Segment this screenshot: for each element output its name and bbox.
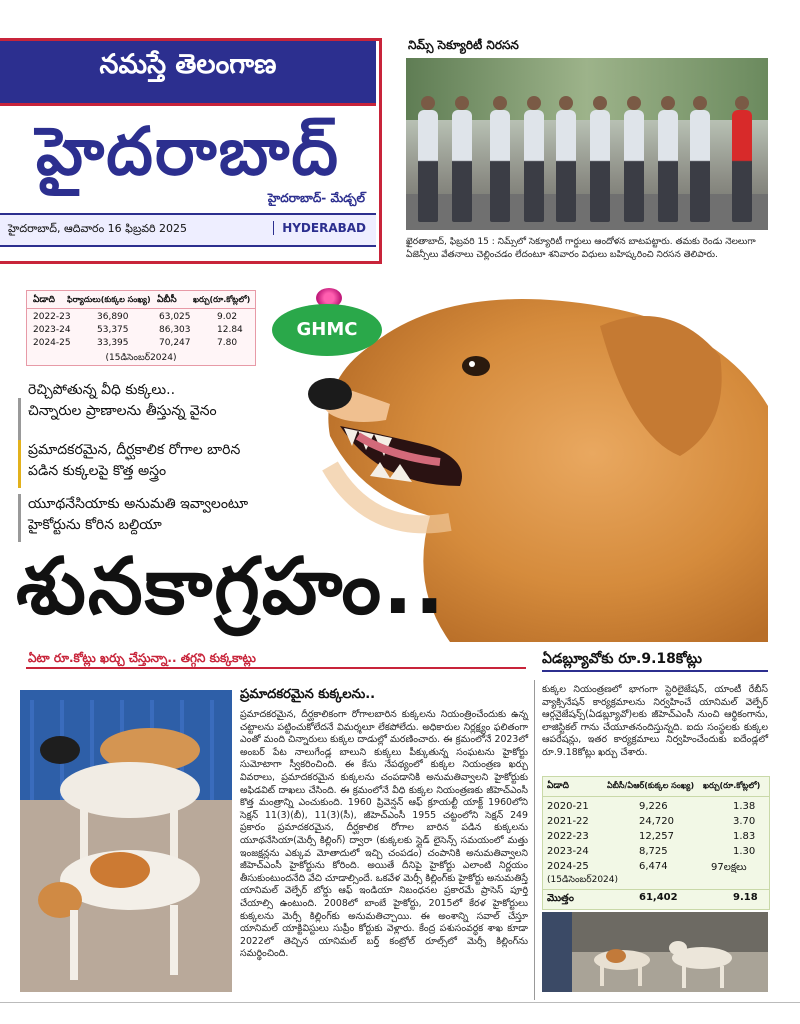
table-note: (15డిసెంబర్2024)	[105, 353, 177, 363]
table-row	[33, 325, 249, 337]
bullet-line: రెచ్చిపోతున్న వీధి కుక్కలు..	[28, 382, 176, 398]
table-cell: 9.02	[217, 312, 238, 322]
table-cell: 97లక్షలు	[711, 862, 747, 873]
table-cell: 70,247	[159, 338, 191, 348]
top-photo-caption: ఖైరతాబాద్, ఫిబ్రవరి 15 : నిమ్స్‌లో సెక్యూరిటీ గార్డులు ఆందోళన బాటపట్టారు. తమకు రెండు నెలలుగా ఏజెన్సీలు వేతనాలు చెల్లించడం లేదంటూ శనివారం విధులు బహిష్కరించి నిరసన తెలిపారు.	[406, 237, 756, 260]
table-cell: 9,226	[639, 801, 668, 812]
table-header-cell: ఏబీసీ	[157, 295, 177, 305]
table-cell: 2024-25	[547, 861, 589, 872]
table-cell: 36,890	[97, 312, 129, 322]
table-cell: 33,395	[97, 338, 129, 348]
date-line: హైదరాబాద్, ఆదివారం 16 ఫిబ్రవరి 2025	[8, 222, 188, 235]
ghmc-logo: GHMC	[272, 304, 382, 356]
table-cell: 2022-23	[547, 831, 589, 842]
main-headline: శునకాగ్రహం..	[16, 542, 447, 632]
bullet-line: చిన్నారుల ప్రాణాలను తీస్తున్న వైనం	[28, 403, 217, 419]
table-row	[33, 312, 249, 324]
region-label: హైదరాబాద్- మేడ్చల్	[267, 191, 365, 205]
right-subheadline: ఏడబ్ల్యూవోకు రూ.9.18కోట్లు	[542, 651, 702, 667]
table-cell: 2024-25	[33, 338, 71, 348]
column-divider	[534, 680, 535, 1000]
bullet-bar	[18, 398, 21, 444]
table-cell: 86,303	[159, 325, 191, 335]
top-photo-title: నిమ్స్ సెక్యూరిటీ నిరసన	[408, 38, 519, 52]
bullet-point-3	[28, 494, 264, 536]
table-cell: 2021-22	[547, 816, 589, 827]
table-header-cell: ఏడాది	[547, 781, 569, 791]
bullet-bar	[18, 494, 21, 542]
table-row	[33, 338, 249, 350]
table-cell: 6,474	[639, 861, 668, 872]
table-cell: 1.38	[733, 801, 756, 812]
table-header-cell: ఖర్చు(రూ.కోట్లలో)	[193, 295, 251, 304]
table-cell: 2023-24	[33, 325, 71, 335]
table-cell: 12.84	[217, 325, 243, 335]
table-header-cell: ఏబీసీ/ఏఆర్(కుక్కల సంఖ్య)	[607, 781, 695, 790]
bullet-line: పడిన కుక్కలపై కొత్త అస్త్రం	[28, 463, 167, 479]
table-row	[547, 861, 767, 875]
table-header-cell: ఏడాది	[33, 295, 55, 305]
city-title: హైదరాబాద్	[36, 113, 340, 190]
table-cell: మొత్తం	[547, 893, 574, 904]
table-cell: 3.70	[733, 816, 756, 827]
paper-name: నమస్తే తెలంగాణ	[99, 49, 277, 80]
awo-expense-table	[542, 776, 770, 910]
street-dogs-photo	[542, 912, 768, 992]
table-cell: 2022-23	[33, 312, 71, 322]
table-cell: 1.83	[733, 831, 756, 842]
bullet-bar	[18, 440, 21, 488]
article-body: ప్రమాదకరమైన, దీర్ఘకాలికంగా రోగాలబారిన కుక్కలను నియంత్రించేందుకు ఉన్న చట్టాలను పట్టించుకోలేదనే విమర్శలూ లేకపోలేదు. అధికారుల నిర్లక్ష్యం ఫలితంగా ఎంతో మంది చిన్నారులు కుక్కల దాడుల్లో మరణించారు. ఈ క్రమంలోనే 2023లో అంబర్ పేట నాలుగేండ్ల బాలుని కుక్కలు పీక్కుతున్న సంఘటను హైకోర్టు సుమోటాగా స్వీకరించింది. ఈ కేసు నేపథ్యంలో కుక్కల నియంత్రణ ఖర్చు వివరాలు, ప్రమాదకరమైన కుక్కలను చంపడానికి అనుమతివ్వాలని హైకోర్టుకు అఫిడవిట్ దాఖలు చేసింది. ఈ క్రమంలోనే వీధి కుక్కల నియంత్రణకు జీహెచ్ఎంసీ కొత్త మంత్రాన్ని ఎంచుకుంది. 1960 ప్రివెన్షన్ ఆఫ్ క్రూయల్టీ యాక్ట్ 1960లోని సెక్షన్ 11(3)(బీ), 11(3)(సీ), జీహెచ్ఎంసీ 1955 చట్టంలోని సెక్షన్ 249 ప్రకారం ప్రమాదకరమైన, దీర్ఘకాలిక రోగాల బారిన పడిన కుక్కలను యూథనేసియా(మెర్సీ కిల్లింగ్) ద్వారా (కుక్కలకు స్లైడ్ లైసెన్స్ సమయంలో మత్తు ఇంజక్షన్లను ఎక్కువ మోతాదులో ఇచ్చి చంపడం) చంపానికి అనుమతివ్వాలని జీహెచ్ఎంసీ హైకోర్టును కోరింది. అయితే దీనిపై హైకోర్టు ఎలాంటి నిర్ణయం తీసుకుంటుందనేది వేచి చూడాల్సిందే. ఒకవేళ మెర్సీ కిల్లింగ్‌కు హైకోర్టు అనుమతిస్తే యానిమల్ వెల్ఫేర్ బోర్డు ఆఫ్ ఇండియా నిబంధనల ప్రకారమే ప్రాసెస్ పూర్తి చేయాల్సి ఉంటుంది. 2008లో బాంబే హైకోర్టు, 2015లో కేరళ హైకోర్టులు కుక్కలను మెర్సీ కిల్లింగ్‌కు అనుమతిచ్చాయి. ఈ అంశాన్ని సవాల్ చేస్తూ యానిమల్ యాక్టివిస్టులు సుప్రీం కోర్టుకు వెళ్లారు. కేంద్ర పశుసంవర్ధక శాఖ కూడా 2022లో తెచ్చిన యానిమల్ బర్త్ కంట్రోల్ రూల్స్‌లో మెర్సీ కిల్లింగ్‌ను సమర్థించింది.	[240, 709, 528, 960]
right-column-text: కుక్కల నియంత్రణలో భాగంగా స్టెరిలైజేషన్, యాంటీ రేబీస్ వ్యాక్సినేషన్ కార్యక్రమాలను నిర్వహించే యానిమల్ వెల్ఫేర్ ఆర్గనైజేషన్స్(ఏడబ్ల్యూవో)లకు జీహెచ్ఎంసీ నుంచి ఆర్థికంగాను, లాజిస్టికల్ గాను చేయూతనందిస్తున్నది. ఐదు సంస్థలకు కుక్కల ఆపరేషన్లు, ఇతర కార్యక్రమాలు నిర్వహించేందుకు ఐదేండ్లలో రూ.9.18కోట్లు ఖర్చు చేశారు.	[542, 684, 768, 758]
dog-stats-table-1	[26, 290, 256, 366]
table-row	[547, 846, 767, 860]
table-total-row	[547, 892, 767, 906]
stray-dogs-photo	[20, 690, 232, 992]
table-row	[547, 831, 767, 845]
bullet-point-1	[28, 380, 264, 422]
right-subhead-rule	[542, 670, 768, 672]
masthead	[0, 38, 382, 264]
table-cell: 61,402	[639, 892, 678, 903]
bullet-line: ప్రమాదకరమైన, దీర్ఘకాలిక రోగాల బారిన	[28, 442, 241, 458]
table-cell: 63,025	[159, 312, 191, 322]
bullet-line: హైకోర్టును కోరిన బల్దియా	[28, 517, 162, 533]
bullet-point-2	[28, 440, 264, 482]
table-cell: 2023-24	[547, 846, 589, 857]
table-cell: 9.18	[733, 892, 758, 903]
subheadline: ఏటా రూ.కోట్లు ఖర్చు చేస్తున్నా.. తగ్గని కుక్కకాట్లు	[28, 651, 256, 665]
table-cell: 1.30	[733, 846, 756, 857]
table-header-cell: ఖర్చు(రూ.కోట్లలో)	[703, 781, 761, 790]
table-note-text: (15డిసెంబర్2024)	[547, 875, 619, 885]
bullet-line: యూథనేసియాకు అనుమతి ఇవ్వాలంటూ	[28, 496, 249, 512]
table-header-cell: ఫిర్యాదులు(కుక్కల సంఖ్య)	[67, 295, 151, 304]
security-guards-photo	[406, 58, 768, 230]
page-bottom-rule	[0, 1002, 800, 1003]
table-cell: 2020-21	[547, 801, 589, 812]
table-cell: 12,257	[639, 831, 674, 842]
article-heading: ప్రమాదకరమైన కుక్కలను..	[240, 687, 376, 702]
table-header-row	[33, 295, 249, 307]
table-cell: 8,725	[639, 846, 668, 857]
table-header-row	[547, 781, 767, 795]
table-row	[547, 816, 767, 830]
edition-label: HYDERABAD	[273, 221, 366, 235]
table-note	[547, 875, 767, 889]
masthead-banner	[0, 41, 376, 106]
table-cell: 7.80	[217, 338, 238, 348]
table-row	[547, 801, 767, 815]
table-cell: 53,375	[97, 325, 129, 335]
table-cell: 24,720	[639, 816, 674, 827]
date-bar	[0, 213, 376, 247]
